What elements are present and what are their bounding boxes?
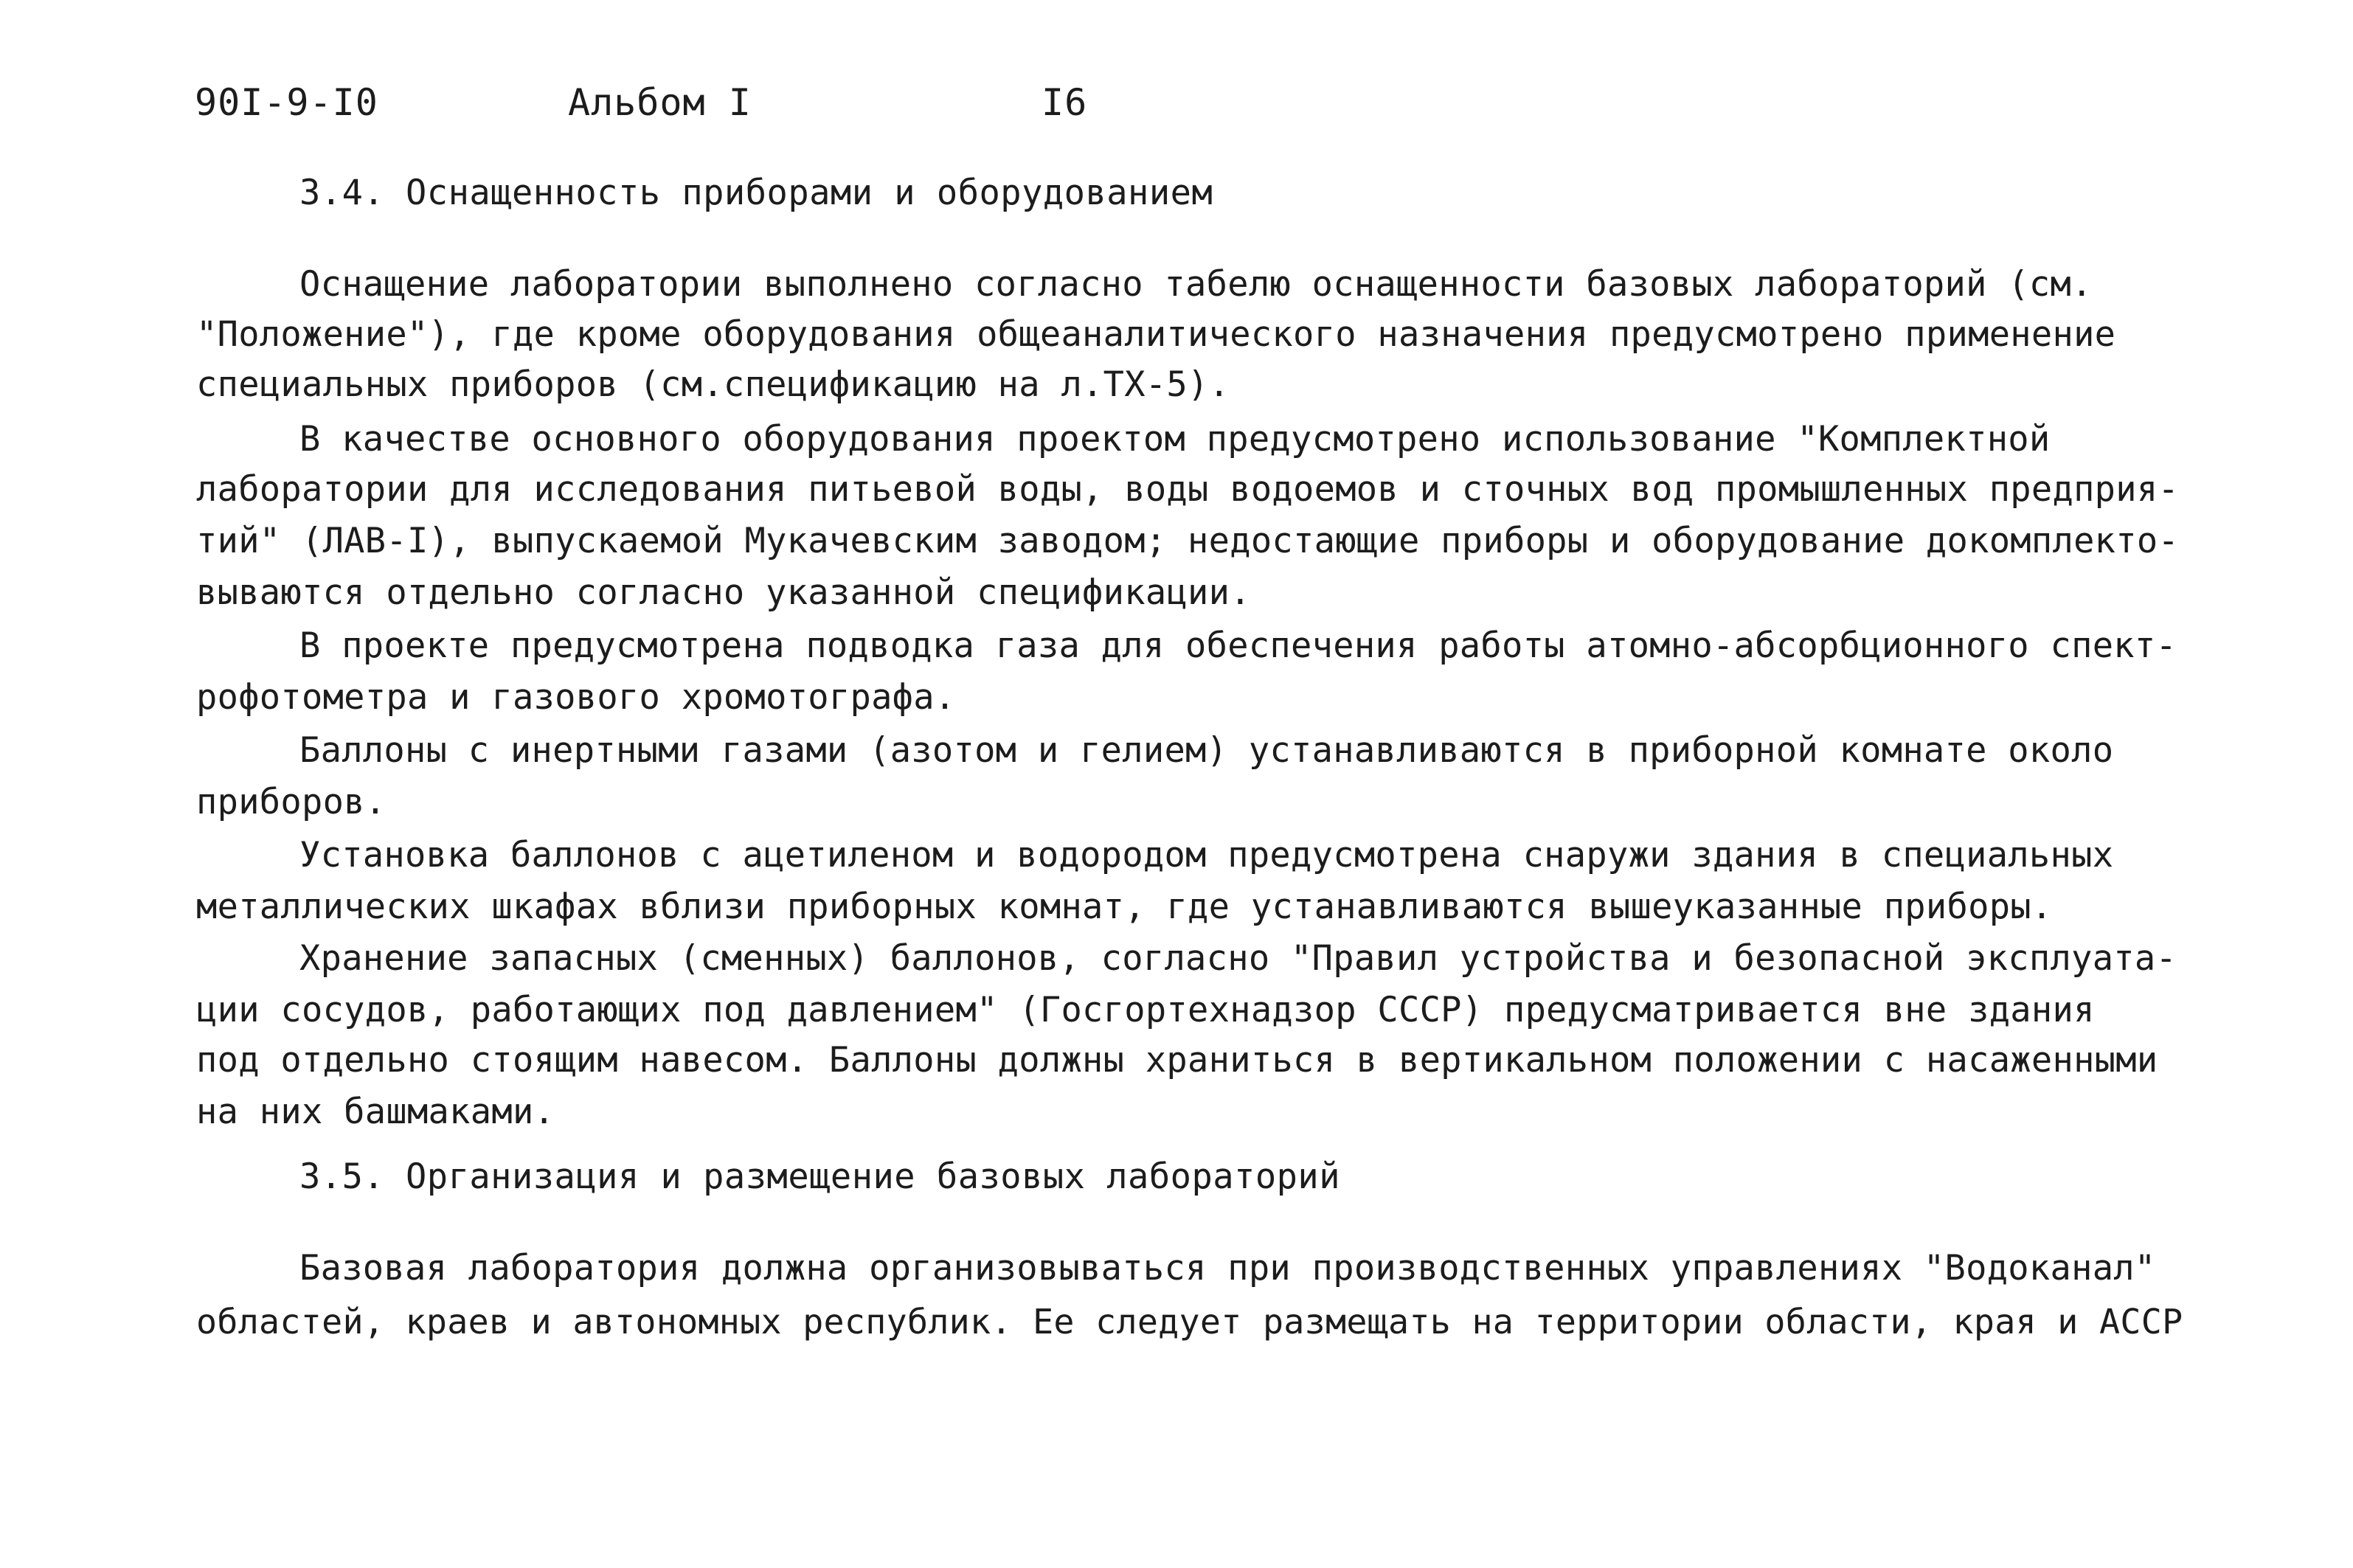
text-line: Базовая лаборатория должна организовываться при производственных управлениях "Водоканал" (299, 1248, 2156, 1288)
text-line: металлических шкафах вблизи приборных комнат, где устанавливаются вышеуказанные приборы. (196, 887, 2053, 927)
text-line: В качестве основного оборудования проектом предусмотрено использование "Комплектной (299, 419, 2051, 459)
text-line: на них башмаками. (196, 1092, 555, 1132)
section-3-5-heading: 3.5. Организация и размещение базовых лабораторий (299, 1156, 1341, 1197)
page-number: I6 (1042, 81, 1088, 124)
document-code: 90I-9-I0 (195, 81, 378, 124)
text-line: тий" (ЛАВ-I), выпускаемой Мукачевским заводом; недостающие приборы и оборудование докомплекто- (196, 521, 2180, 561)
text-line: областей, краев и автономных республик. Ее следует размещать на территории области, края и АССР (196, 1302, 2183, 1342)
album-number: Альбом I (568, 81, 752, 124)
text-line: Установка баллонов с ацетиленом и водородом предусмотрена снаружи здания в специальных (299, 835, 2114, 875)
text-line: под отдельно стоящим навесом. Баллоны должны храниться в вертикальном положении с насаженными (196, 1040, 2158, 1080)
text-line: приборов. (196, 782, 387, 822)
text-line: Хранение запасных (сменных) баллонов, согласно "Правил устройства и безопасной эксплуата- (299, 938, 2177, 979)
text-line: Баллоны с инертными газами (азотом и гелием) устанавливаются в приборной комнате около (299, 730, 2114, 771)
text-line: В проекте предусмотрена подводка газа для обеспечения работы атомно-абсорбционного спект- (299, 625, 2177, 666)
text-line: рофотометра и газового хромотографа. (196, 677, 956, 718)
text-line: Оснащение лаборатории выполнено согласно табелю оснащенности базовых лабораторий (см. (299, 264, 2093, 305)
text-line: "Положение"), где кроме оборудования общеаналитического назначения предусмотрено применение (196, 314, 2116, 355)
text-line: специальных приборов (см.спецификацию на л.ТХ-5). (196, 364, 1230, 405)
text-line: вываются отдельно согласно указанной спецификации. (196, 572, 1251, 613)
text-line: лаборатории для исследования питьевой воды, воды водоемов и сточных вод промышленных предприя- (196, 469, 2180, 510)
text-line: ции сосудов, работающих под давлением" (Госгортехнадзор СССР) предусматривается вне здания (196, 990, 2095, 1030)
section-3-4-heading: 3.4. Оснащенность приборами и оборудованием (299, 173, 1213, 213)
